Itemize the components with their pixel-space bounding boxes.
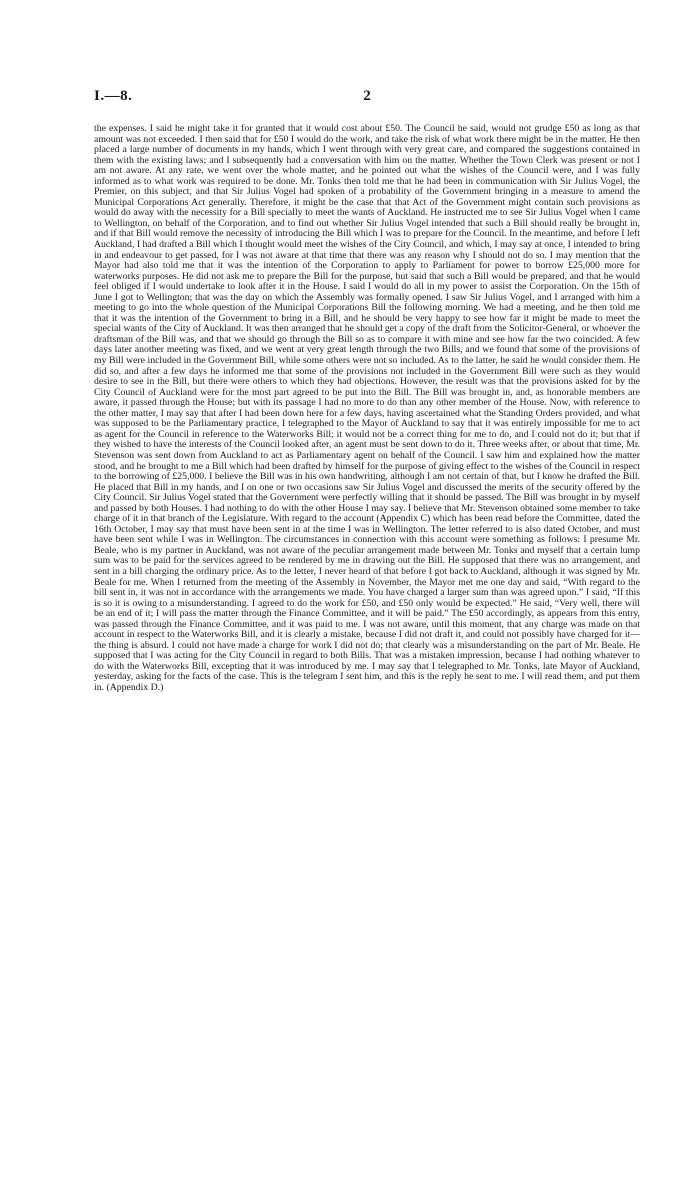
page-header: [94, 88, 640, 112]
body-paragraph: the expenses. I said he might take it for granted that it would cost about £50. The Council he said, would not grudge £50 as long as that amount was not exceeded. I then said that for £50 I would do the work, and take the risk of what work there might be in the matter. He then placed a large number of documents in my hands, which I went through with very great care, and compared the suggestions contained in them with the existing laws; and I subsequently had a conversation with him on the matter. Whether the Town Clerk was present or not I am not aware. At any rate, we went over the whole matter, and he pointed out what the wishes of the Council were, and I was fully informed as to what work was required to be done. Mr. Tonks then told me that he had been in communication with Sir Julius Vogel, the Premier, on this subject, and that Sir Julius Vogel had spoken of a probability of the Government bringing in a measure to amend the Municipal Corporations Act generally. Therefore, it might be the case that that Act of the Government might contain such provisions as would do away with the necessity for a Bill specially to meet the wants of Auckland. He instructed me to see Sir Julius Vogel when I came to Wellington, on behalf of the Corporation, and to find out whether Sir Julius Vogel intended that such a Bill should really be brought in, and if that Bill would remove the necessity of introducing the Bill which I was to prepare for the Council. In the meantime, and before I left Auckland, I had drafted a Bill which I thought would meet the wishes of the City Council, and which, I may say at once, I intended to bring in and endeavour to get passed, for I was not aware at that time that there was any reason why I should not do so. I may mention that the Mayor had also told me that it was the intention of the Corporation to apply to Parliament for power to borrow £25,000 more for waterworks purposes. He did not ask me to prepare the Bill for the purpose, but said that such a Bill would be prepared, and that he would feel obliged if I would undertake to look after it in the House. I said I would do all in my power to assist the Corporation. On the 15th of June I got to Wellington; that was the day on which the Assembly was formally opened. I saw Sir Julius Vogel, and I arranged with him a meeting to go into the whole question of the Municipal Corporations Bill the following morning. We had a meeting, and he then told me that it was the intention of the Government to bring in a Bill, and he should be very happy to see how far it might be made to meet the special wants of the City of Auckland. It was then arranged that he should get a copy of the draft from the Solicitor-General, or whoever the draftsman of the Bill was, and that we should go through the Bill so as to compare it with mine and see how far the two coincided. A few days later another meeting was fixed, and we went at very great length through the two Bills, and we found that some of the provisions of my Bill were included in the Government Bill, while some others were not so included. As to the latter, he said he would consider them. He did so, and after a few days he informed me that some of the provisions not included in the Government Bill were such as they would desire to see in the Bill, but there were others to which they had objections. However, the result was that the provisions asked for by the City Council of Auckland were for the most part agreed to be put into the Bill. The Bill was brought in, and, as honorable members are aware, it passed through the House; but with its passage I had no more to do than any other member of the House. Now, with reference to the other matter, I may say that after I had been down here for a few days, having ascertained what the Standing Orders provided, and what was supposed to be the Parliamentary practice, I telegraphed to the Mayor of Auckland to say that it was entirely impossible for me to act as agent for the Council in reference to the Waterworks Bill; it would not be a correct thing for me to do, and I could not do it; but that if they wished to have the interests of the Council looked after, an agent must be sent down to do it. Three weeks after, or about that time, Mr. Stevenson was sent down from Auckland to act as Parliamentary agent on behalf of the Council. I saw him and explained how the matter stood, and he brought to me a Bill which had been drafted by himself for the purpose of giving effect to the wishes of the Council in respect to the borrowing of £25,000. I believe the Bill was in his own handwriting, although I am not certain of that, but I know he drafted the Bill. He placed that Bill in my hands, and I on one or two occasions saw Sir Julius Vogel and discussed the merits of the security offered by the City Council. Sir Julius Vogel stated that the Government were perfectly willing that it should be passed. The Bill was brought in by myself and passed by both Houses. I had nothing to do with the other House I may say. I believe that Mr. Stevenson obtained some member to take charge of it in that branch of the Legislature. With regard to the account (Appendix C) which has been read before the Committee, dated the 16th October, I may say that must have been sent in at the time I was in Wellington. The letter referred to is also dated October, and must have been sent while I was in Wellington. The circumstances in connection with this account were something as follows: I presume Mr. Beale, who is my partner in Auckland, was not aware of the peculiar arrangement made between Mr. Tonks and myself that a certain lump sum was to be paid for the services agreed to be rendered by me in drawing out the Bill. He supposed that there was no arrangement, and sent in a bill charging the ordinary price. As to the letter, I never heard of that before I got back to Auckland, although it was signed by Mr. Beale for me. When I returned from the meeting of the Assembly in November, the Mayor met me one day and said, “With regard to the bill sent in, it was not in accordance with the arrangements we made. You have charged a larger sum than was agreed upon.” I said, “If this is so it is owing to a misunderstanding. I agreed to do the work for £50, and £50 only would be expected.” He said, “Very well, there will be an end of it; I will pass the matter through the Finance Committee, and it will be paid.” The £50 accordingly, as appears from this entry, was passed through the Finance Committee, and it was paid to me. I was not aware, until this moment, that any charge was made on that account in respect to the Waterworks Bill, and it is clearly a mistake, because I did not draft it, and could not possibly have charged for it—the thing is absurd. I could not have made a charge for work I did not do; that clearly was a misunderstanding on the part of Mr. Beale. He supposed that I was acting for the City Council in regard to both Bills. That was a mistaken impression, because I had nothing whatever to do with the Waterworks Bill, excepting that it was introduced by me. I may say that I telegraphed to Mr. Tonks, late Mayor of Auckland, yesterday, asking for the facts of the case. This is the telegram I sent him, and this is the reply he sent to me. I will read them, and put them in. (Appendix D.): [94, 123, 640, 693]
document-reference: I.—8.: [94, 88, 133, 104]
page-number: 2: [363, 88, 371, 104]
